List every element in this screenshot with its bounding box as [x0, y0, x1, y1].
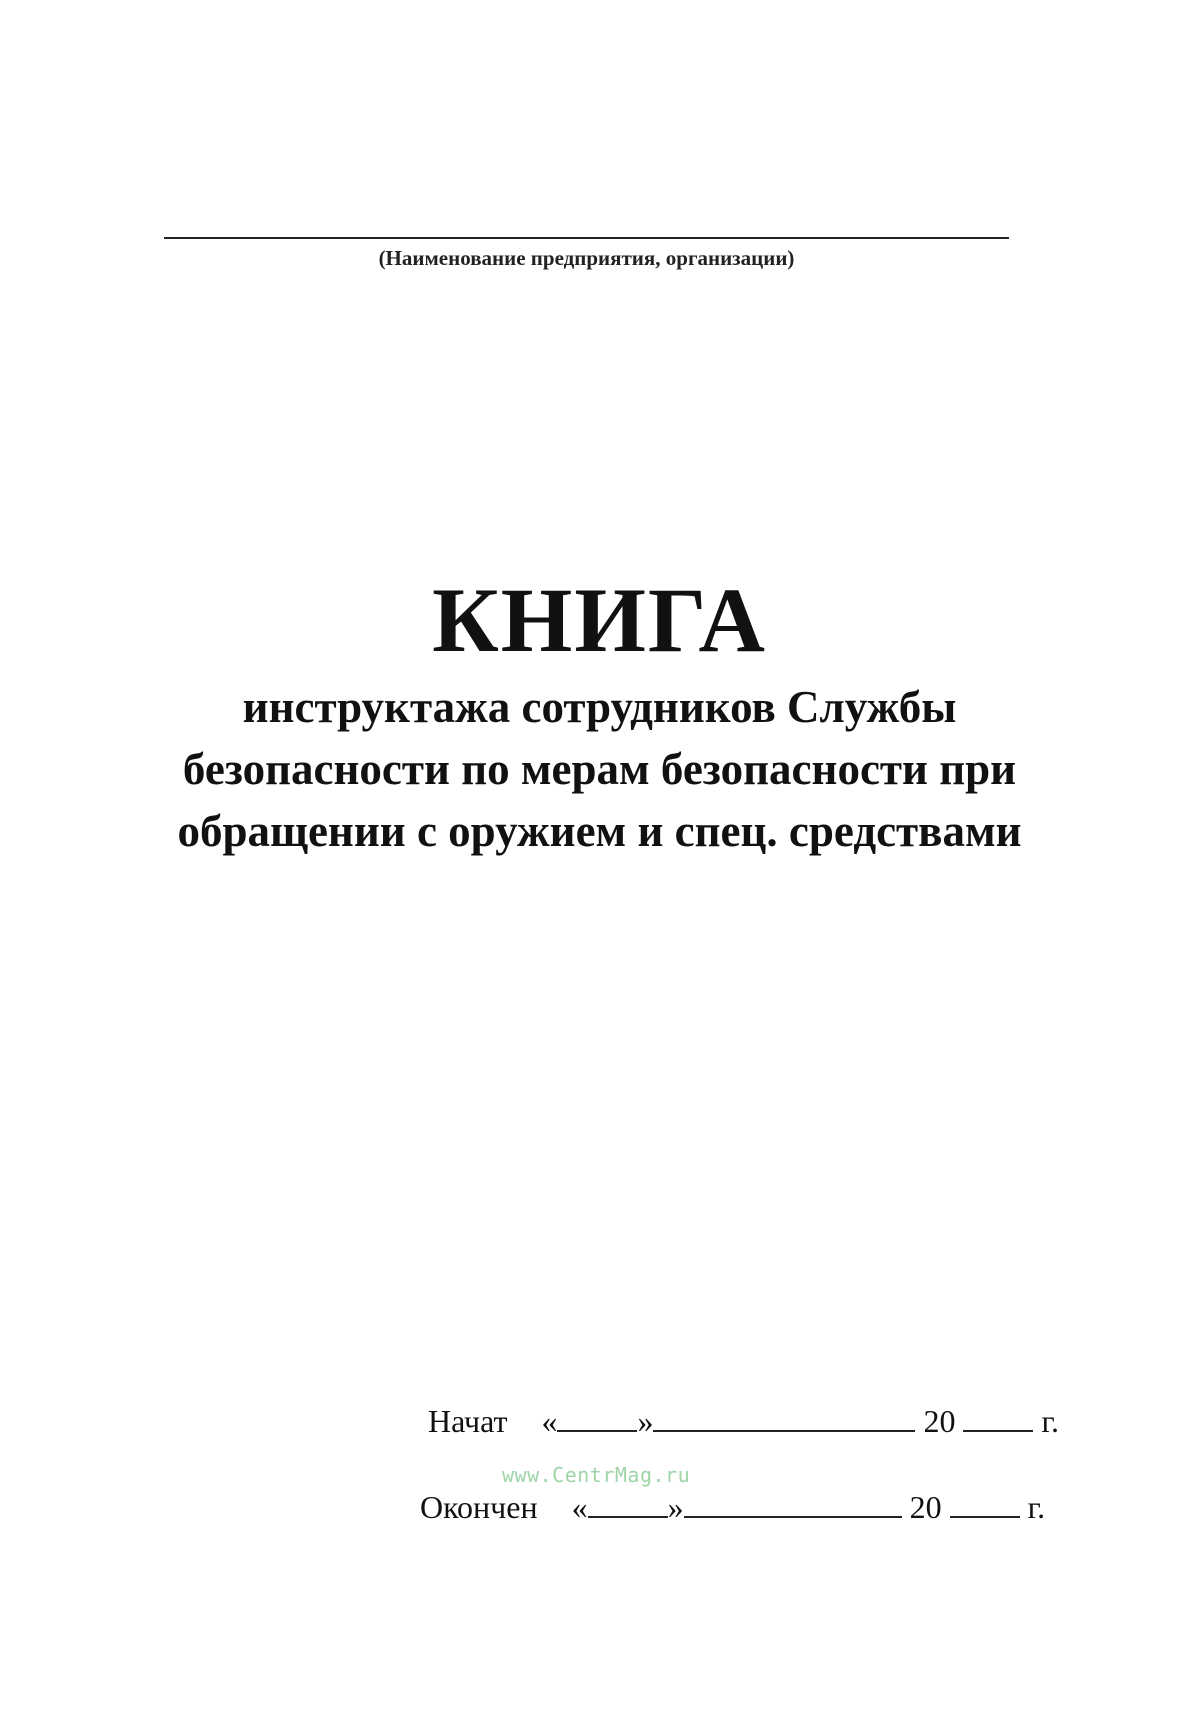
- end-date-label: Окончен: [420, 1489, 538, 1525]
- start-date-close-quote: »: [637, 1403, 654, 1439]
- end-date-close-quote: »: [667, 1489, 684, 1525]
- book-subtitle: [40, 676, 1159, 862]
- subtitle-line-1: инструктажа сотрудников Службы: [242, 682, 957, 732]
- start-date-label: Начат: [428, 1403, 508, 1439]
- organization-name-caption: (Наименование предприятия, организации): [378, 246, 795, 270]
- start-month-blank: [653, 1400, 915, 1432]
- end-date-open-quote: «: [571, 1489, 588, 1525]
- end-month-blank: [684, 1486, 902, 1518]
- subtitle-line-3: обращении с оружием и спец. средствами: [177, 806, 1022, 856]
- site-watermark: www.CentrMag.ru: [502, 1463, 691, 1487]
- end-day-blank: [588, 1486, 668, 1518]
- end-year-blank: [950, 1486, 1020, 1518]
- start-year-prefix: 20: [923, 1403, 956, 1439]
- start-day-blank: [557, 1400, 637, 1432]
- book-title: КНИГА: [432, 569, 767, 671]
- organization-name-line: [164, 237, 1009, 239]
- subtitle-line-2: безопасности по мерам безопасности при: [182, 744, 1017, 794]
- start-date-open-quote: «: [541, 1403, 558, 1439]
- start-year-suffix: г.: [1041, 1403, 1059, 1439]
- end-year-prefix: 20: [909, 1489, 942, 1525]
- start-date-row: [428, 1400, 1059, 1441]
- end-date-row: [420, 1486, 1045, 1527]
- end-year-suffix: г.: [1027, 1489, 1046, 1525]
- start-year-blank: [963, 1400, 1033, 1432]
